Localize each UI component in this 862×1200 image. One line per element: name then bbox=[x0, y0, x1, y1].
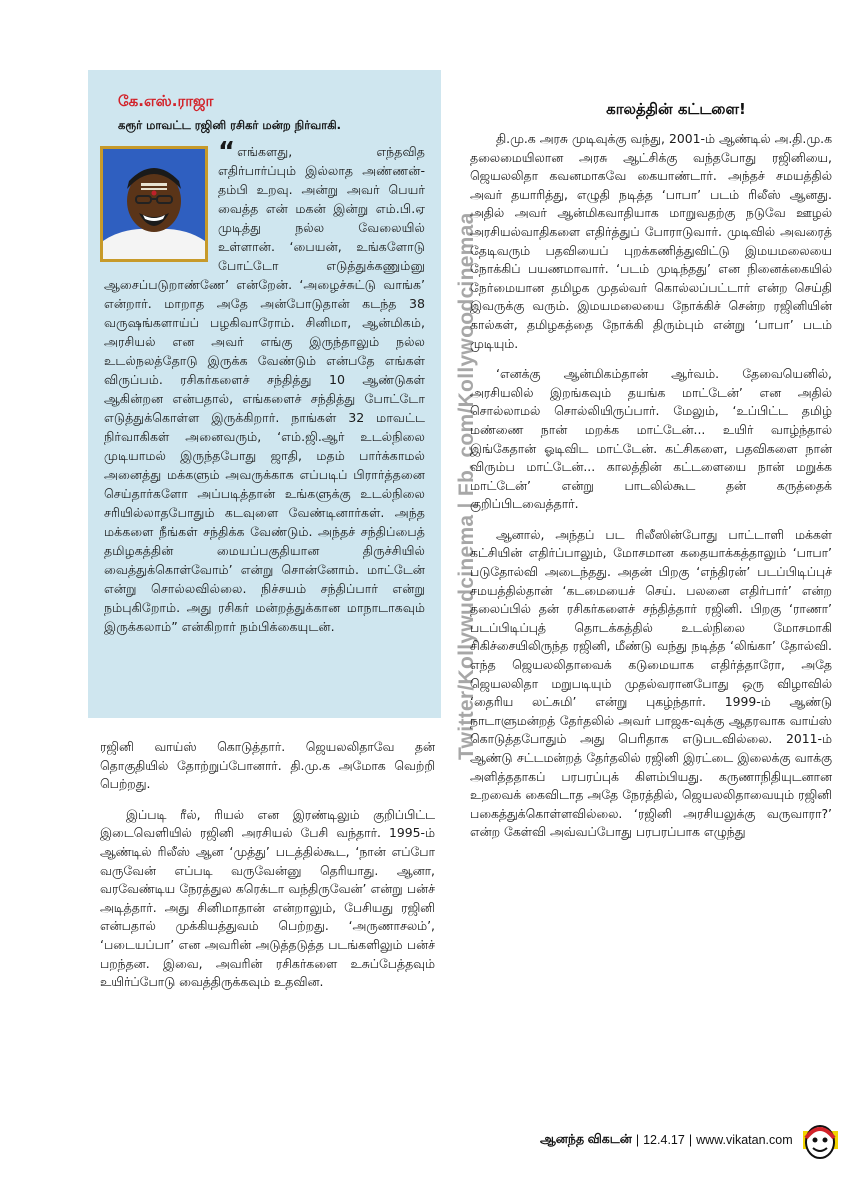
right-paragraph: ‘எனக்கு ஆன்மிகம்தான் ஆர்வம். தேவையெனில், அரசியலில் இறங்கவும் தயங்க மாட்டேன்’ என அதில் சொல்லாமல் சொல்லியிருப்பார். மேலும், ‘உப்பிட்ட தமிழ் மண்ணை நான் மறக்க மாட்டேன்... உயிர் வாழ்ந்தால் இங்கேதான் ஓடிவிட மாட்டேன். கட்சிகளை, பதவிகளை நான் விரும்ப மாட்டேன்... காலத்தின் கட்டளையை நான் மறுக்க மாட்டேன்’ என்று பாடலில்கூட தன் கருத்தைக் குறிப்பிடவைத்தார். bbox=[470, 366, 832, 512]
footer-site: www.vikatan.com bbox=[696, 1133, 793, 1147]
profile-role: கரூர் மாவட்ட ரஜினி ரசிகர் மன்ற நிர்வாகி. bbox=[118, 118, 342, 132]
quote-text: எங்களது, எந்தவித எதிர்பார்ப்பும் இல்லாத அண்ணன்-தம்பி உறவு. அன்று அவர் பெயர் வைத்த என் மகன் இன்று எம்.பி.ஏ முடித்து நல்ல வேலையில் உள்ளான். ‘பையன், உங்களோடு போட்டோ எடுத்துக்கணும்னு ஆசைப்படுறாண்ணே’ என்றேன். ‘அழைச்சுட்டு வாங்க’ என்றார். மாறாத அதே அன்போடுதான் கடந்த 38 வருஷங்களாய்ப் பழகிவாரோம். சினிமா, ஆன்மிகம், அரசியல் என அவர் எங்கு இருந்தாலும் நல்ல உடல்நலத்தோடு இருக்க வேண்டும் என்பதே எங்கள் விருப்பம். ரசிகர்களைச் சந்தித்து 10 ஆண்டுகள் ஆகின்றன என்பதால், எங்களைச் சந்தித்து போட்டோ எடுத்துக்கொள்ள இருக்கிறார். நாங்கள் 32 மாவட்ட நிர்வாகிகள் அனைவரும், ‘எம்.ஜி.ஆர் உடல்நிலை முடியாமல் இருந்தபோது ஜாதி, மதம் பார்க்காமல் அனைத்து மக்களும் அவருக்காக எப்படிப் பிரார்த்தனை செய்தார்களோ அப்படித்தான் உங்களுக்கு உடல்நிலை சரியில்லாதபோதும் கடவுளை வேண்டினார்கள். அந்த மக்களை நீங்கள் சந்திக்க வேண்டும். அந்தச் சந்திப்பைத் தமிழகத்தின் மையப்பகுதியான திருச்சியில் வைத்துக்கொள்வோம்’ என்று சொன்னோம். மாட்டேன் என்று சொல்லவில்லை. நிச்சயம் சந்திப்பார் என்று நம்புகிறோம். அது ரசிகர் மன்றத்துக்கான மாநாடாகவும் இருக்கலாம்” என்கிறார் நம்பிக்கையுடன். bbox=[104, 144, 425, 634]
footer-sep: | bbox=[688, 1133, 693, 1147]
left-column bbox=[100, 738, 435, 1004]
left-paragraph: இப்படி ரீல், ரியல் என இரண்டிலும் குறிப்பிட்ட இடைவெளியில் ரஜினி அரசியல் பேசி வந்தார். 1995-ம் ஆண்டில் ரிலீஸ் ஆன ‘முத்து’ படத்தில்கூட, ‘நான் எப்போ வருவேன் எப்படி வருவேன்னு தெரியாது. ஆனா, வரவேண்டிய நேரத்துல கரெக்டா வந்திருவேன்’ என்று பன்ச் அடித்தார். அது சினிமாதான் என்றாலும், பேசியது ரஜினி என்பதால் முக்கியத்துவம் பெற்றது. ‘அருணாசலம்’, ‘படையப்பா’ என அவரின் அடுத்தடுத்த படங்களிலும் பன்ச் பறந்தன. இவை, அவரின் ரசிகர்களை உசுப்பேத்தவும் உயிர்ப்போடு வைத்திருக்கவும் உதவின. bbox=[100, 806, 435, 990]
right-paragraph: ஆனால், அந்தப் பட ரிலீஸின்போது பாட்டாளி மக்கள் கட்சியின் எதிர்ப்பாலும், மோசமான கதையாக்கத்தாலும் ‘பாபா’ படுதோல்வி அடைந்தது. அதன் பிறகு ‘எந்திரன்’ படப்பிடிப்புச் சமயத்தில்தான் ‘கடமையைச் செய். பலனை எதிர்பார்’ என்ற தலைப்பில் தன் ரசிகர்களைச் சந்தித்தார் ரஜினி. பிறகு ‘ராணா’ படப்பிடிப்புத் தொடக்கத்தில் உடல்நிலை மோசமாகி சிகிச்சையிலிருந்த ரஜினி, மீண்டு வந்து நடித்த ‘லிங்கா’ தோல்வி. எந்த ஜெயலலிதாவைக் கடுமையாக எதிர்த்தாரோ, அதே ஜெயலலிதா மறுபடியும் முதல்வரானபோது ஒரு விழாவில் ‘தைரிய லட்சுமி’ என்று புகழ்ந்தார். 1999-ம் ஆண்டு நாடாளுமன்றத் தேர்தலில் அவர் பாஜக-வுக்கு ஆதரவாக வாய்ஸ் கொடுத்தபோதும் அது பெரிதாக எடுபடவில்லை. 2011-ம் ஆண்டு சட்டமன்றத் தேர்தலில் ரஜினி இரட்டை இலைக்கு வாக்கு அளித்ததாகப் பரபரப்புக் கிளம்பியது. கருணாநிதியுடனான உறவைக் கைவிடாத அதே நேரத்தில், ஜெயலலிதாவையும் ரஜினி பகைத்துக்கொள்ளவில்லை. ‘ரஜினி அரசியலுக்கு வருவாரா?’ என்ற கேள்வி அவ்வப்போது பரபரப்பாக எழுந்து bbox=[470, 526, 832, 840]
vikatan-mascot-icon bbox=[800, 1118, 840, 1162]
portrait-photo bbox=[100, 146, 208, 262]
footer-sep: | bbox=[635, 1133, 640, 1147]
social-watermark: Twitter/Kollywudcinema | Fb. com/Kollywoodcinemaa bbox=[455, 212, 478, 760]
footer-date: 12.4.17 bbox=[643, 1133, 685, 1147]
profile-name: கே.எஸ்.ராஜா bbox=[118, 92, 214, 110]
left-paragraph: ரஜினி வாய்ஸ் கொடுத்தார். ஜெயலலிதாவே தன் தொகுதியில் தோற்றுப்போனார். தி.மு.க அமோக வெற்றி பெற்றது. bbox=[100, 739, 435, 792]
portrait-illustration bbox=[103, 149, 205, 259]
profile-sidebar bbox=[88, 70, 441, 718]
page-footer bbox=[540, 1130, 838, 1150]
footer-brand: ஆனந்த விகடன் bbox=[540, 1132, 632, 1146]
section-title: காலத்தின் கட்டளை! bbox=[606, 100, 746, 118]
right-column bbox=[470, 100, 832, 854]
right-paragraph: தி.மு.க அரசு முடிவுக்கு வந்து, 2001-ம் ஆண்டில் அ.தி.மு.க தலைமையிலான அரசு ஆட்சிக்கு வந்தபோது ரஜினியை, ஜெயலலிதா கவனமாகவே கையாண்டார். அந்தச் சமயத்தில் அவர் தயாரித்து, எழுதி நடித்த ‘பாபா’ படம் ரிலீஸ் ஆனது. அதில் அவர் ஆன்மிகவாதியாக மாறுவதற்கு நடுவே ஊழல் அரசியல்வாதிகளை எதிர்த்துப் போராடுவார். முடிவில் அவரைத் தேடிவரும் பதவியைப் புறக்கணித்துவிட்டு இமயமலையை நோக்கிப் பயணமாவார். ‘படம் முடிந்தது’ என நினைக்கையில் நேர்மையான தமிழக முதல்வர் கொல்லப்பட்டார் என்ற செய்தி இவருக்கு வரும். இமயமலையை நோக்கிச் சென்ற ரஜினியின் கால்கள், தமிழகத்தை நோக்கி திரும்பும் என்று ‘பாபா’ படம் முடியும். bbox=[470, 131, 832, 351]
quote-mark: “ bbox=[218, 137, 236, 167]
profile-quote bbox=[104, 137, 425, 636]
